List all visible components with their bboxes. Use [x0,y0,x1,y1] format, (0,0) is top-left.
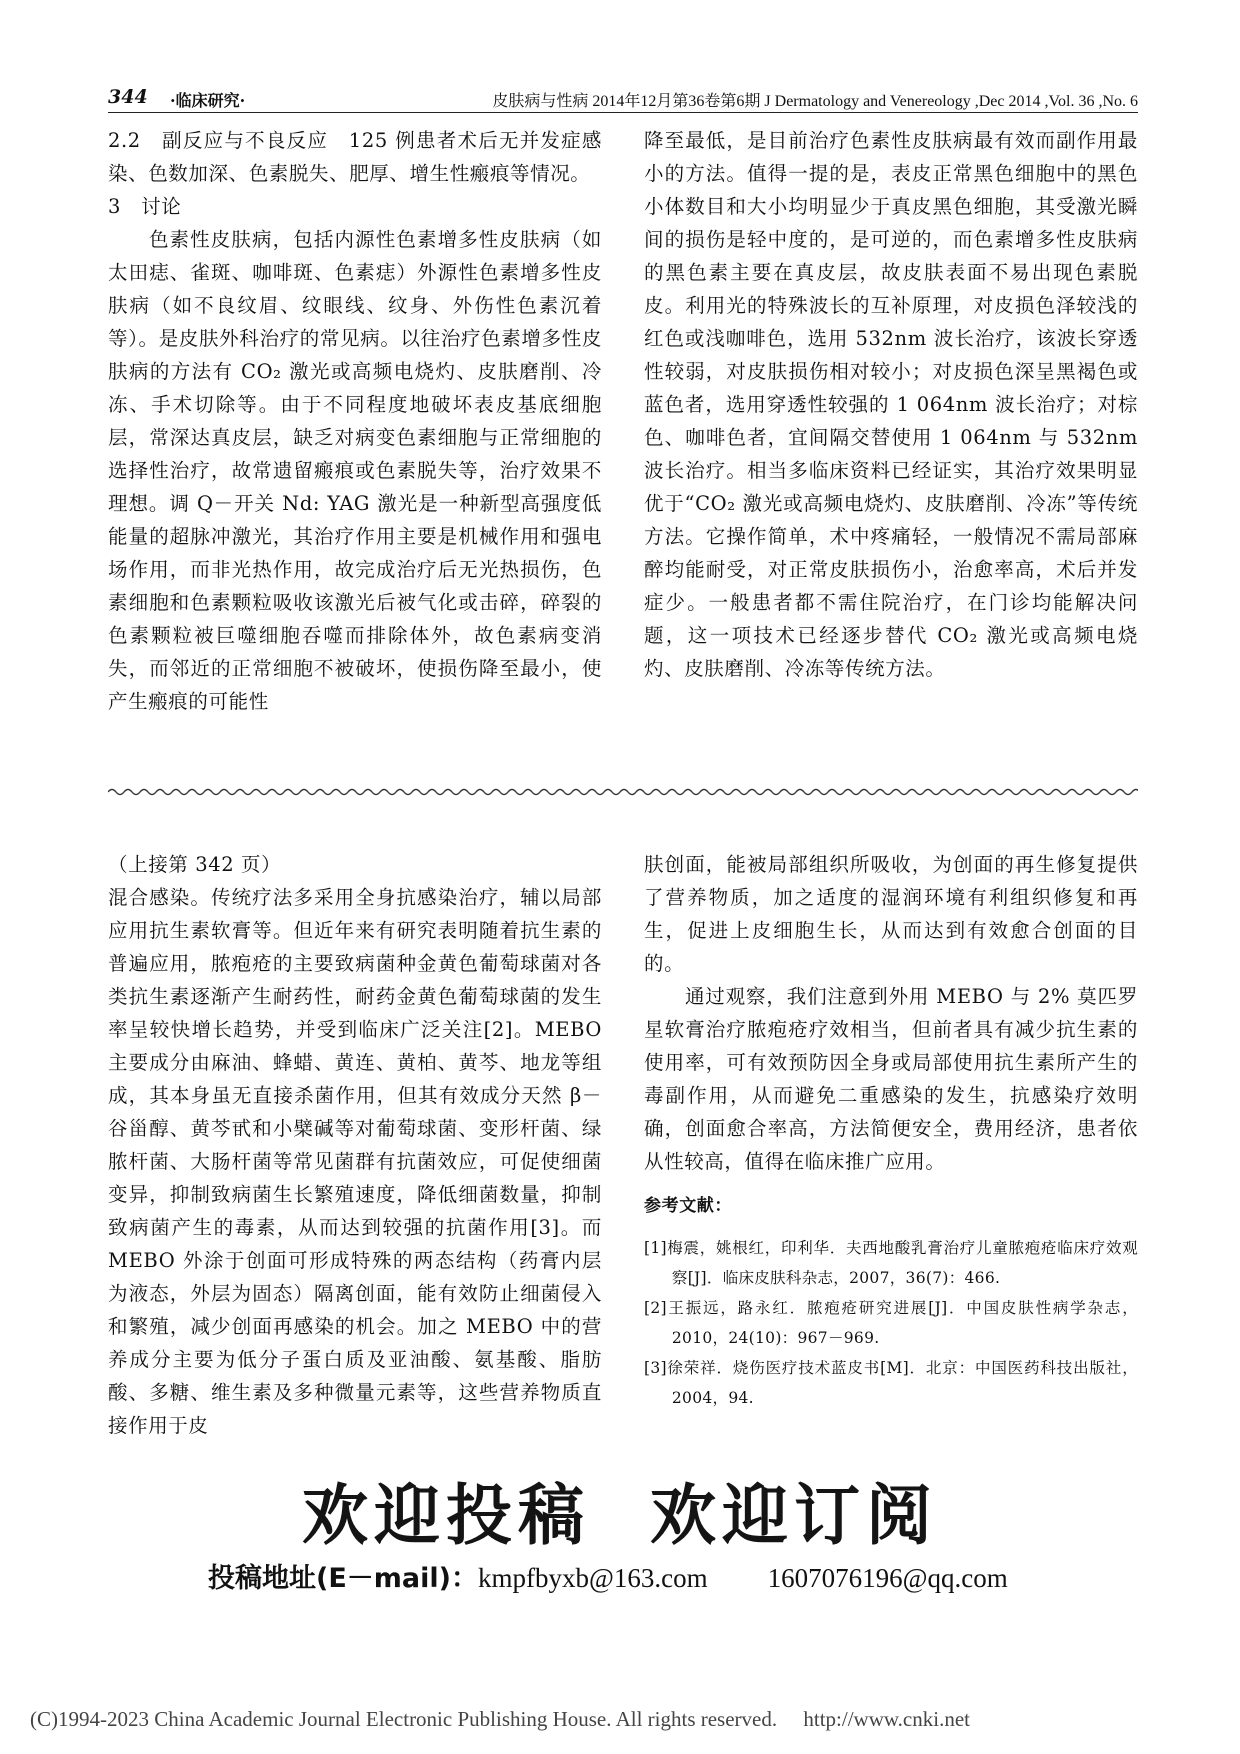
banner-subscribe-text: 欢迎订阅 [650,1477,938,1554]
discussion-paragraph-1: 色素性皮肤病，包括内源性色素增多性皮肤病（如太田痣、雀斑、咖啡斑、色素痣）外源性色素增多性皮肤病（如不良纹眉、纹眼线、纹身、外伤性色素沉着等）。是皮肤外科治疗的常见病。以往治疗色素增多性皮肤病的方法有 CO₂ 激光或高频电烧灼、皮肤磨削、冷冻、手术切除等。由于不同程度地破坏表皮基底细胞层，常深达真皮层，缺乏对病变色素细胞与正常细胞的选择性治疗，故常遗留瘢痕或色素脱失等，治疗效果不理想。调 Q－开关 Nd: YAG 激光是一种新型高强度低能量的超脉冲激光，其治疗作用主要是机械作用和强电场作用，而非光热作用，故完成治疗后无光热损伤，色素细胞和色素颗粒吸收该激光后被气化或击碎，碎裂的色素颗粒被巨噬细胞吞噬而排除体外，故色素病变消失，而邻近的正常细胞不被破坏，使损伤降至最小，使产生瘢痕的可能性 [108,228,602,713]
references-title: 参考文献： [644,1196,732,1216]
reference-item: [1]梅震，姚根红，印利华．夫西地酸乳膏治疗儿童脓疱疮临床疗效观察[J]．临床皮肤科杂志，2007，36(7)：466. [644,1239,1138,1287]
article-column-left [108,124,602,718]
section-label: ·临床研究· [170,91,246,110]
continued-note: （上接第 342 页） [108,853,282,876]
wavy-divider [108,786,1138,798]
contact-label: 投稿地址(E－mail)： [208,1563,478,1594]
page-number: 344 [108,86,148,108]
article-column-right [644,124,1138,685]
continued-paragraph-3: 通过观察，我们注意到外用 MEBO 与 2% 莫匹罗星软膏治疗脓疱疮疗效相当，但前者具有减少抗生素的使用率，可有效预防因全身或局部使用抗生素所产生的毒副作用，从而避免二重感染的发生，抗感染疗效明确，创面愈合率高，方法简便安全，费用经济，患者依从性较高，值得在临床推广应用。 [644,985,1138,1173]
section-3-heading: 3 讨论 [108,195,182,218]
running-header [108,86,1138,113]
continued-paragraph-2: 肤创面，能被局部组织所吸收，为创面的再生修复提供了营养物质，加之适度的湿润环境有利组织修复和再生，促进上皮细胞生长，从而达到有效愈合创面的目的。 [644,853,1138,975]
copyright-footer: (C)1994-2023 China Academic Journal Electronic Publishing House. All rights reserved. http://www.cnki.net [30,1707,970,1731]
continued-column-left [108,848,602,1442]
references-list [644,1233,1138,1413]
journal-citation: 皮肤病与性病 2014年12月第36卷第6期 J Dermatology and Venereology ,Dec 2014 ,Vol. 36 ,No. 6 [492,93,1138,110]
reference-item: [2]王振远，路永红．脓疱疮研究进展[J]．中国皮肤性病学杂志，2010，24(10)：967－969. [644,1299,1138,1347]
section-2-2-paragraph: 2.2 副反应与不良反应 125 例患者术后无并发症感染、色数加深、色素脱失、肥厚、增生性瘢痕等情况。 [108,129,602,185]
reference-item: [3]徐荣祥．烧伤医疗技术蓝皮书[M]．北京：中国医药科技出版社，2004，94. [644,1359,1138,1407]
contact-email-2: 1607076196@qq.com [767,1563,1008,1593]
continued-paragraph-1: 混合感染。传统疗法多采用全身抗感染治疗，辅以局部应用抗生素软膏等。但近年来有研究表明随着抗生素的普遍应用，脓疱疮的主要致病菌种金黄色葡萄球菌对各类抗生素逐渐产生耐药性，耐药金黄色葡萄球菌的发生率呈较快增长趋势，并受到临床广泛关注[2]。MEBO 主要成分由麻油、蜂蜡、黄连、黄柏、黄芩、地龙等组成，其本身虽无直接杀菌作用，但其有效成分天然 β－谷甾醇、黄芩甙和小檗碱等对葡萄球菌、变形杆菌、绿脓杆菌、大肠杆菌等常见菌群有抗菌效应，可促使细菌变异，抑制致病菌生长繁殖速度，降低细菌数量，抑制致病菌产生的毒素，从而达到较强的抗菌作用[3]。而 MEBO 外涂于创面可形成特殊的两态结构（药膏内层为液态，外层为固态）隔离创面，能有效防止细菌侵入和繁殖，减少创面再感染的机会。加之 MEBO 中的营养成分主要为低分子蛋白质及亚油酸、氨基酸、脂肪酸、多糖、维生素及多种微量元素等，这些营养物质直接作用于皮 [108,886,602,1437]
welcome-banner [0,1462,1240,1557]
banner-submit-text: 欢迎投稿 [302,1477,590,1554]
contact-line [208,1556,1008,1595]
discussion-paragraph-2: 降至最低，是目前治疗色素性皮肤病最有效而副作用最小的方法。值得一提的是，表皮正常黑色细胞中的黑色小体数目和大小均明显少于真皮黑色细胞，其受激光瞬间的损伤是轻中度的，是可逆的，而色素增多性皮肤病的黑色素主要在真皮层，故皮肤表面不易出现色素脱皮。利用光的特殊波长的互补原理，对皮损色泽较浅的红色或浅咖啡色，选用 532nm 波长治疗，该波长穿透性较弱，对皮肤损伤相对较小；对皮损色深呈黑褐色或蓝色者，选用穿透性较强的 1 064nm 波长治疗；对棕色、咖啡色者，宜间隔交替使用 1 064nm 与 532nm 波长治疗。相当多临床资料已经证实，其治疗效果明显优于“CO₂ 激光或高频电烧灼、皮肤磨削、冷冻”等传统方法。它操作简单，术中疼痛轻，一般情况不需局部麻醉均能耐受，对正常皮肤损伤小，治愈率高，术后并发症少。一般患者都不需住院治疗，在门诊均能解决问题，这一项技术已经逐步替代 CO₂ 激光或高频电烧灼、皮肤磨削、冷冻等传统方法。 [644,129,1138,680]
continued-column-right [644,848,1138,1413]
contact-email-1: kmpfbyxb@163.com [478,1563,708,1593]
